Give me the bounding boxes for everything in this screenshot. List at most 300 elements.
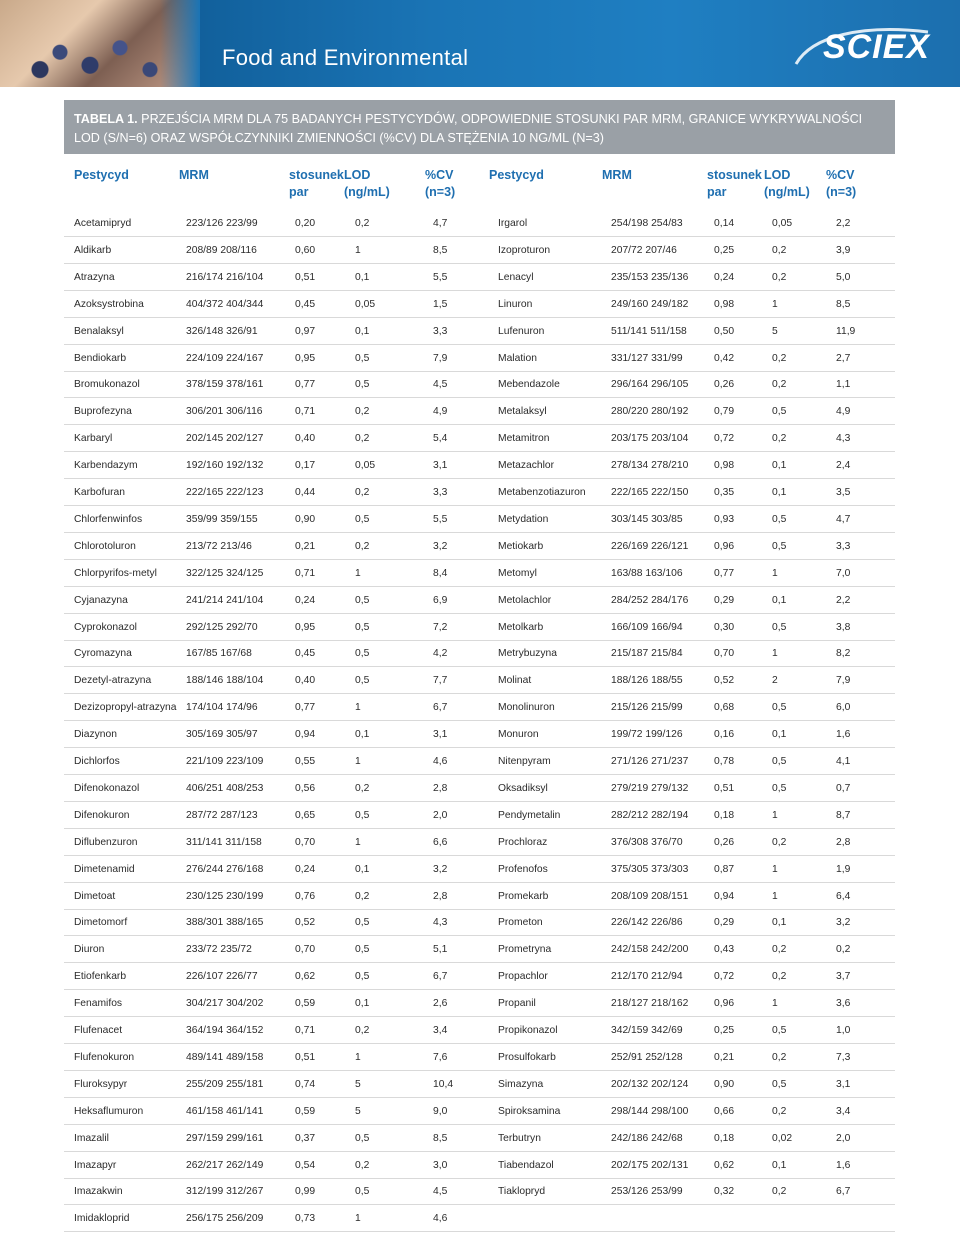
cv-value-right: 7,3	[836, 1051, 851, 1063]
ratio-left: 0,45	[295, 648, 316, 660]
pesticide-name-right: Malation	[498, 352, 537, 364]
pesticide-name-left: Karbofuran	[74, 487, 125, 498]
mrm-transition-right: 253/126 253/99	[611, 1186, 683, 1198]
ratio-right: 0,96	[714, 998, 735, 1010]
col-header-cv-line: %CV	[425, 168, 454, 182]
table-row	[64, 586, 895, 614]
cv-value-left: 2,6	[433, 998, 448, 1010]
mrm-transition-right: 279/219 279/132	[611, 782, 689, 794]
cv-value-left: 7,7	[433, 675, 448, 687]
cv-value-left: 8,5	[433, 244, 448, 256]
mrm-transition-right: 284/252 284/176	[611, 594, 689, 606]
lod-value-left: 0,5	[355, 1132, 370, 1144]
lod-value-right: 0,2	[772, 244, 787, 256]
lod-value-right: 0,2	[772, 379, 787, 391]
ratio-left: 0,74	[295, 1078, 316, 1090]
cv-value-left: 3,2	[433, 863, 448, 875]
pesticide-name-left: Heksaflumuron	[74, 1105, 144, 1117]
lod-value-left: 0,5	[355, 513, 370, 525]
pesticide-name-right: Propanil	[498, 998, 536, 1010]
mrm-transition-left: 297/159 299/161	[186, 1132, 264, 1144]
ratio-left: 0,95	[295, 352, 316, 364]
lod-value-left: 0,5	[355, 809, 370, 821]
ratio-right: 0,16	[714, 729, 735, 741]
lod-value-left: 0,2	[355, 890, 370, 902]
table-row	[64, 639, 895, 667]
pesticide-name-right: Metomyl	[498, 567, 537, 579]
cv-value-right: 3,6	[836, 998, 851, 1010]
mrm-transition-right: 235/153 235/136	[611, 271, 689, 283]
table-row	[64, 263, 895, 291]
mrm-transition-right: 166/109 166/94	[611, 621, 683, 633]
ratio-left: 0,20	[295, 218, 316, 229]
pesticide-name-left: Flufenacet	[74, 1025, 123, 1036]
lod-value-right: 0,5	[772, 702, 787, 714]
lod-value-right: 0,5	[772, 756, 787, 767]
lod-value-left: 0,2	[355, 540, 370, 552]
col-header-pestycyd	[74, 167, 129, 184]
lod-value-right: 0,2	[772, 836, 787, 848]
cv-value-right: 3,7	[836, 971, 851, 983]
pesticide-name-right: Prosulfokarb	[498, 1051, 556, 1063]
table-row	[64, 559, 895, 587]
mrm-transition-left: 305/169 305/97	[186, 729, 258, 741]
mrm-transition-right: 215/126 215/99	[611, 702, 683, 714]
lod-value-left: 0,1	[355, 325, 370, 337]
cv-value-right: 2,2	[836, 594, 851, 606]
pesticide-name-left: Karbaryl	[74, 433, 113, 445]
ratio-left: 0,99	[295, 1186, 316, 1198]
cv-value-left: 5,5	[433, 513, 448, 525]
table-row	[64, 424, 895, 452]
lod-value-right: 0,1	[772, 1159, 787, 1171]
pesticide-name-left: Aldikarb	[74, 244, 112, 256]
lod-value-left: 1	[355, 244, 361, 256]
mrm-transition-left: 256/175 256/209	[186, 1213, 264, 1225]
cv-value-left: 4,2	[433, 648, 448, 660]
ratio-left: 0,56	[295, 782, 316, 794]
pesticide-name-left: Atrazyna	[74, 271, 115, 283]
ratio-right: 0,79	[714, 406, 735, 418]
cv-value-left: 7,6	[433, 1051, 448, 1063]
ratio-right: 0,14	[714, 218, 735, 229]
lod-value-right: 0,5	[772, 406, 787, 418]
mrm-transition-left: 262/217 262/149	[186, 1159, 264, 1171]
pesticide-name-left: Karbendazym	[74, 460, 138, 472]
ratio-left: 0,40	[295, 675, 316, 687]
mrm-transition-left: 388/301 388/165	[186, 917, 264, 929]
mrm-transition-right: 331/127 331/99	[611, 352, 683, 364]
cv-value-left: 4,6	[433, 756, 448, 767]
lod-value-left: 5	[355, 1078, 361, 1090]
lod-value-left: 0,2	[355, 433, 370, 445]
col-header-cv-line: (n=3)	[826, 185, 857, 199]
lod-value-right: 0,1	[772, 460, 787, 472]
cv-value-left: 4,9	[433, 406, 448, 418]
cv-value-left: 3,3	[433, 325, 448, 337]
table-row	[64, 451, 895, 479]
table-row	[64, 1016, 895, 1044]
cv-value-right: 2,0	[836, 1132, 851, 1144]
table-row	[64, 344, 895, 372]
pesticide-name-right: Profenofos	[498, 863, 548, 875]
ratio-right: 0,25	[714, 244, 735, 256]
table-caption-lead: TABELA 1.	[74, 112, 138, 126]
pesticide-name-right: Metabenzotiazuron	[498, 487, 586, 498]
cv-value-right: 3,2	[836, 917, 851, 929]
mrm-transition-right: 282/212 282/194	[611, 809, 689, 821]
table-row	[64, 882, 895, 910]
mrm-transition-left: 489/141 489/158	[186, 1051, 264, 1063]
cv-value-left: 4,5	[433, 1186, 448, 1198]
lod-value-left: 0,1	[355, 729, 370, 741]
ratio-left: 0,55	[295, 756, 316, 767]
lod-value-right: 0,2	[772, 1105, 787, 1117]
cv-value-left: 2,8	[433, 782, 448, 794]
mrm-transition-right: 249/160 249/182	[611, 298, 689, 310]
cv-value-right: 0,7	[836, 782, 851, 794]
cv-value-left: 3,2	[433, 540, 448, 552]
cv-value-right: 6,0	[836, 702, 851, 714]
col-header-mrm	[602, 167, 632, 184]
pesticide-name-left: Dimetoat	[74, 890, 116, 902]
header-photo	[0, 0, 200, 87]
pesticide-name-left: Difenokonazol	[74, 782, 140, 794]
table-caption	[64, 100, 895, 154]
col-header-lod-line: LOD	[344, 168, 371, 182]
pesticide-name-left: Dimetenamid	[74, 863, 135, 875]
pesticide-name-left: Imidakloprid	[74, 1213, 130, 1225]
ratio-right: 0,21	[714, 1051, 735, 1063]
ratio-left: 0,76	[295, 890, 316, 902]
ratio-right: 0,42	[714, 352, 735, 364]
pesticide-name-right: Metrybuzyna	[498, 648, 557, 660]
table-row	[64, 1097, 895, 1125]
cv-value-right: 3,4	[836, 1105, 851, 1117]
col-header-lod	[344, 167, 390, 201]
mrm-transition-left: 221/109 223/109	[186, 756, 264, 767]
lod-value-right: 0,2	[772, 352, 787, 364]
mrm-transition-right: 226/142 226/86	[611, 917, 683, 929]
ratio-left: 0,90	[295, 513, 316, 525]
ratio-right: 0,26	[714, 836, 735, 848]
lod-value-left: 1	[355, 1051, 361, 1063]
lod-value-right: 1	[772, 863, 778, 875]
page-title: Food and Environmental	[222, 45, 469, 70]
pesticide-name-right: Lufenuron	[498, 325, 545, 337]
mrm-transition-left: 322/125 324/125	[186, 567, 264, 579]
col-header-stosunek	[707, 167, 762, 201]
mrm-transition-left: 406/251 408/253	[186, 782, 264, 794]
ratio-left: 0,21	[295, 540, 316, 552]
table-row	[64, 989, 895, 1017]
mrm-transition-left: 404/372 404/344	[186, 298, 264, 310]
lod-value-left: 0,5	[355, 917, 370, 929]
lod-value-right: 0,05	[772, 218, 793, 229]
pesticide-name-left: Bendiokarb	[74, 352, 127, 364]
col-header-mrm-line: MRM	[179, 168, 209, 182]
table-row	[64, 370, 895, 398]
cv-value-left: 5,5	[433, 271, 448, 283]
lod-value-right: 0,2	[772, 1051, 787, 1063]
mrm-transition-left: 208/89 208/116	[186, 244, 257, 256]
lod-value-left: 0,5	[355, 675, 370, 687]
table-row	[64, 613, 895, 641]
table-row	[64, 962, 895, 990]
col-header-stosunek-line: par	[289, 185, 309, 199]
mrm-transition-left: 364/194 364/152	[186, 1025, 264, 1036]
cv-value-left: 8,5	[433, 1132, 448, 1144]
lod-value-left: 0,05	[355, 298, 376, 310]
mrm-transition-left: 326/148 326/91	[186, 325, 258, 337]
mrm-transition-left: 287/72 287/123	[186, 809, 258, 821]
lod-value-right: 0,2	[772, 271, 787, 283]
pesticide-name-right: Prometon	[498, 917, 543, 929]
ratio-left: 0,45	[295, 298, 316, 310]
col-header-lod-line: LOD	[764, 168, 791, 182]
pesticide-name-left: Imazalil	[74, 1132, 109, 1144]
mrm-transition-right: 222/165 222/150	[611, 487, 689, 498]
table-row	[64, 747, 895, 775]
mrm-transition-right: 207/72 207/46	[611, 244, 677, 256]
ratio-left: 0,37	[295, 1132, 316, 1144]
cv-value-left: 7,9	[433, 352, 448, 364]
col-header-stosunek-line: par	[707, 185, 727, 199]
ratio-left: 0,59	[295, 1105, 316, 1117]
pesticide-name-right: Simazyna	[498, 1078, 544, 1090]
col-header-cv	[826, 167, 856, 201]
cv-value-left: 5,1	[433, 944, 448, 956]
lod-value-right: 1	[772, 809, 778, 821]
lod-value-left: 1	[355, 567, 361, 579]
cv-value-right: 3,5	[836, 487, 851, 498]
ratio-left: 0,60	[295, 244, 316, 256]
ratio-right: 0,72	[714, 971, 735, 983]
pesticide-name-left: Imazapyr	[74, 1159, 117, 1171]
col-header-mrm-line: MRM	[602, 168, 632, 182]
ratio-left: 0,51	[295, 1051, 316, 1063]
pesticide-name-left: Imazakwin	[74, 1186, 123, 1198]
mrm-transition-right: 188/126 188/55	[611, 675, 683, 687]
cv-value-left: 8,4	[433, 567, 448, 579]
pesticide-name-right: Propachlor	[498, 971, 548, 983]
pesticide-name-left: Dezizopropyl-atrazyna	[74, 702, 177, 714]
mrm-transition-right: 271/126 271/237	[611, 756, 689, 767]
col-header-stosunek-line: stosunek	[289, 168, 344, 182]
lod-value-right: 0,5	[772, 782, 787, 794]
cv-value-left: 1,5	[433, 298, 448, 310]
table-row	[64, 828, 895, 856]
lod-value-left: 0,2	[355, 1159, 370, 1171]
cv-value-right: 4,1	[836, 756, 851, 767]
mrm-transition-right: 296/164 296/105	[611, 379, 689, 391]
mrm-transition-right: 226/169 226/121	[611, 540, 689, 552]
pesticide-name-right: Molinat	[498, 675, 532, 687]
table-caption-text: PRZEJŚCIA MRM DLA 75 BADANYCH PESTYCYDÓW, ODPOWIEDNIE STOSUNKI PAR MRM, GRANICE WYKRYWALNOŚCI LOD (S/N=6) ORAZ WSPÓŁCZYNNIKI ZMIENNOŚCI (%CV) DLA STĘŻENIA 10 NG/ML (N=3)	[74, 112, 863, 145]
lod-value-left: 0,5	[355, 944, 370, 956]
mrm-transition-left: 188/146 188/104	[186, 675, 264, 687]
ratio-left: 0,40	[295, 433, 316, 445]
cv-value-right: 3,8	[836, 621, 851, 633]
lod-value-right: 0,5	[772, 1025, 787, 1036]
mrm-transition-left: 230/125 230/199	[186, 890, 264, 902]
pesticide-name-right: Pendymetalin	[498, 809, 561, 821]
table-row	[64, 908, 895, 936]
col-header-pestycyd	[489, 167, 544, 184]
cv-value-left: 2,0	[433, 809, 448, 821]
table-row	[64, 1070, 895, 1098]
lod-value-left: 0,5	[355, 379, 370, 391]
lod-value-right: 0,2	[772, 1186, 787, 1198]
table-row	[64, 1204, 895, 1232]
pesticide-name-right: Monolinuron	[498, 702, 555, 714]
lod-value-left: 0,5	[355, 648, 370, 660]
cv-value-right: 1,0	[836, 1025, 851, 1036]
cv-value-right: 6,7	[836, 1186, 851, 1198]
header-banner	[0, 0, 960, 87]
lod-value-right: 0,1	[772, 917, 787, 929]
pesticide-name-right: Nitenpyram	[498, 756, 551, 767]
col-header-lod-line: (ng/mL)	[344, 185, 390, 199]
table-row	[64, 317, 895, 345]
ratio-right: 0,29	[714, 917, 735, 929]
ratio-right: 0,50	[714, 325, 735, 337]
table-row	[64, 1151, 895, 1179]
ratio-left: 0,95	[295, 621, 316, 633]
cv-value-left: 4,7	[433, 218, 448, 229]
mrm-transition-left: 312/199 312/267	[186, 1186, 264, 1198]
ratio-right: 0,62	[714, 1159, 735, 1171]
mrm-transition-right: 254/198 254/83	[611, 218, 683, 229]
col-header-stosunek	[289, 167, 344, 201]
col-header-lod-line: (ng/mL)	[764, 185, 810, 199]
table-row	[64, 397, 895, 425]
mrm-transition-left: 174/104 174/96	[186, 702, 258, 714]
mrm-transition-left: 233/72 235/72	[186, 944, 252, 956]
pesticide-name-right: Metamitron	[498, 433, 550, 445]
lod-value-left: 0,1	[355, 271, 370, 283]
pesticide-name-left: Bromukonazol	[74, 379, 140, 391]
pesticide-name-right: Promekarb	[498, 890, 549, 902]
lod-value-left: 0,05	[355, 460, 376, 472]
lod-value-right: 0,2	[772, 971, 787, 983]
ratio-left: 0,52	[295, 917, 316, 929]
mrm-transition-right: 278/134 278/210	[611, 460, 689, 472]
cv-value-left: 7,2	[433, 621, 448, 633]
mrm-transition-right: 212/170 212/94	[611, 971, 683, 983]
col-header-cv-line: %CV	[826, 168, 855, 182]
ratio-right: 0,93	[714, 513, 735, 525]
ratio-left: 0,44	[295, 487, 316, 498]
lod-value-right: 1	[772, 567, 778, 579]
pesticide-name-left: Cyromazyna	[74, 648, 132, 660]
pesticide-name-left: Diuron	[74, 944, 105, 956]
ratio-left: 0,62	[295, 971, 316, 983]
ratio-right: 0,30	[714, 621, 735, 633]
pesticide-name-left: Chlorfenwinfos	[74, 513, 143, 525]
pesticide-name-left: Chlorpyrifos-metyl	[74, 567, 157, 579]
lod-value-left: 0,5	[355, 352, 370, 364]
cv-value-left: 4,6	[433, 1213, 448, 1225]
mrm-transition-right: 215/187 215/84	[611, 648, 683, 660]
pesticide-name-left: Fenamifos	[74, 998, 123, 1010]
lod-value-right: 2	[772, 675, 778, 687]
lod-value-right: 1	[772, 648, 778, 660]
col-header-cv-line: (n=3)	[425, 185, 456, 199]
lod-value-left: 1	[355, 836, 361, 848]
col-header-stosunek-line: stosunek	[707, 168, 762, 182]
col-header-cv	[425, 167, 455, 201]
pesticide-name-right: Lenacyl	[498, 271, 534, 283]
ratio-right: 0,18	[714, 809, 735, 821]
cv-value-left: 2,8	[433, 890, 448, 902]
lod-value-right: 5	[772, 325, 778, 337]
table-row	[64, 720, 895, 748]
ratio-left: 0,71	[295, 406, 316, 418]
ratio-right: 0,68	[714, 702, 735, 714]
cv-value-right: 2,4	[836, 460, 851, 472]
pesticide-name-left: Difenokuron	[74, 809, 130, 821]
mrm-transition-right: 342/159 342/69	[611, 1025, 683, 1036]
pesticide-name-right: Prometryna	[498, 944, 552, 956]
mrm-transition-left: 167/85 167/68	[186, 648, 252, 660]
mrm-transition-left: 304/217 304/202	[186, 998, 264, 1010]
lod-value-right: 0,1	[772, 729, 787, 741]
pesticide-name-right: Metiokarb	[498, 540, 544, 552]
table-row	[64, 532, 895, 560]
mrm-transition-left: 222/165 222/123	[186, 487, 264, 498]
table-row	[64, 236, 895, 264]
mrm-transition-right: 202/132 202/124	[611, 1078, 689, 1090]
lod-value-left: 1	[355, 756, 361, 767]
mrm-transition-right: 252/91 252/128	[611, 1051, 683, 1063]
ratio-right: 0,26	[714, 379, 735, 391]
pesticide-name-right: Metazachlor	[498, 460, 555, 472]
ratio-left: 0,24	[295, 594, 316, 606]
pesticide-name-left: Cyprokonazol	[74, 621, 137, 633]
pesticide-name-right: Irgarol	[498, 218, 528, 229]
mrm-transition-left: 202/145 202/127	[186, 433, 264, 445]
col-header-lod	[764, 167, 810, 201]
lod-value-left: 0,5	[355, 621, 370, 633]
lod-value-right: 0,5	[772, 1078, 787, 1090]
lod-value-left: 0,2	[355, 218, 370, 229]
lod-value-left: 0,1	[355, 863, 370, 875]
lod-value-right: 1	[772, 890, 778, 902]
pesticide-name-left: Etiofenkarb	[74, 971, 127, 983]
pesticide-name-left: Azoksystrobina	[74, 298, 144, 310]
lod-value-right: 1	[772, 298, 778, 310]
ratio-left: 0,97	[295, 325, 316, 337]
cv-value-right: 5,0	[836, 271, 851, 283]
ratio-left: 0,51	[295, 271, 316, 283]
ratio-right: 0,35	[714, 487, 735, 498]
pesticide-name-left: Dezetyl-atrazyna	[74, 675, 152, 687]
ratio-right: 0,98	[714, 298, 735, 310]
ratio-right: 0,78	[714, 756, 735, 767]
cv-value-right: 1,1	[836, 379, 851, 391]
ratio-right: 0,24	[714, 271, 735, 283]
cv-value-left: 6,7	[433, 971, 448, 983]
pesticide-name-right: Tiabendazol	[498, 1159, 554, 1171]
cv-value-right: 4,3	[836, 433, 851, 445]
mrm-transition-left: 223/126 223/99	[186, 218, 258, 229]
table-row	[64, 209, 895, 237]
col-header-pestycyd-line: Pestycyd	[74, 168, 129, 182]
lod-value-left: 0,2	[355, 487, 370, 498]
table-row	[64, 801, 895, 829]
cv-value-left: 9,0	[433, 1105, 448, 1117]
